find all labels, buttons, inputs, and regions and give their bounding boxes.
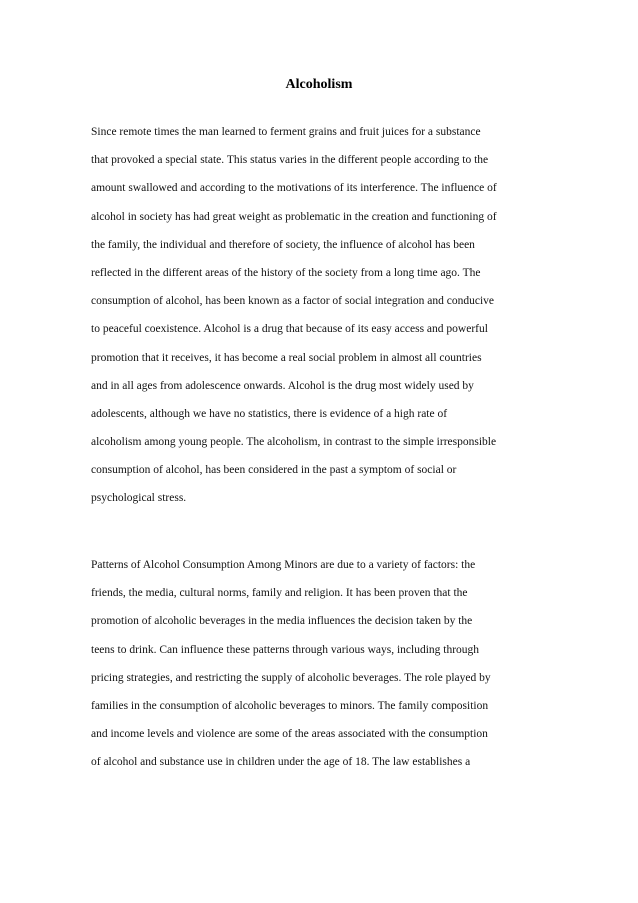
text-line: alcohol in society has had great weight as problematic in the creation and functioning of: [91, 210, 497, 223]
text-line: consumption of alcohol, has been known as a factor of social integration and conducive: [91, 295, 495, 308]
paragraph-2: [91, 558, 551, 784]
text-line: consumption of alcohol, has been considered in the past a symptom of social or: [91, 464, 457, 477]
text-line: teens to drink. Can influence these patterns through various ways, including through: [91, 643, 480, 656]
text-line: families in the consumption of alcoholic beverages to minors. The family composition: [91, 699, 489, 712]
text-line: promotion that it receives, it has become a real social problem in almost all countries: [91, 351, 482, 364]
text-line: to peaceful coexistence. Alcohol is a drug that because of its easy access and powerful: [91, 323, 488, 336]
text-line: of alcohol and substance use in children under the age of 18. The law establishes a: [91, 756, 471, 769]
text-line: Since remote times the man learned to ferment grains and fruit juices for a substance: [91, 126, 481, 138]
text-line: promotion of alcoholic beverages in the media influences the decision taken by the: [91, 615, 473, 628]
text-line: psychological stress.: [91, 492, 187, 505]
text-line: and in all ages from adolescence onwards. Alcohol is the drug most widely used by: [91, 379, 474, 392]
text-line: alcoholism among young people. The alcoholism, in contrast to the simple irresponsible: [91, 436, 497, 449]
text-line: Patterns of Alcohol Consumption Among Minors are due to a variety of factors: the: [91, 559, 476, 571]
text-line: the family, the individual and therefore of society, the influence of alcohol has been: [91, 238, 475, 251]
document-title: Alcoholism: [285, 77, 353, 92]
text-line: amount swallowed and according to the motivations of its interference. The influence of: [91, 182, 497, 195]
text-line: that provoked a special state. This status varies in the different people according to the: [91, 154, 489, 167]
text-line: pricing strategies, and restricting the supply of alcoholic beverages. The role played by: [91, 671, 491, 684]
text-line: friends, the media, cultural norms, family and religion. It has been proven that the: [91, 587, 468, 600]
text-line: reflected in the different areas of the history of the society from a long time ago. The: [91, 266, 481, 279]
text-line: adolescents, although we have no statistics, there is evidence of a high rate of: [91, 407, 448, 420]
paragraph-1: [91, 125, 551, 520]
text-line: and income levels and violence are some of the areas associated with the consumption: [91, 728, 488, 741]
